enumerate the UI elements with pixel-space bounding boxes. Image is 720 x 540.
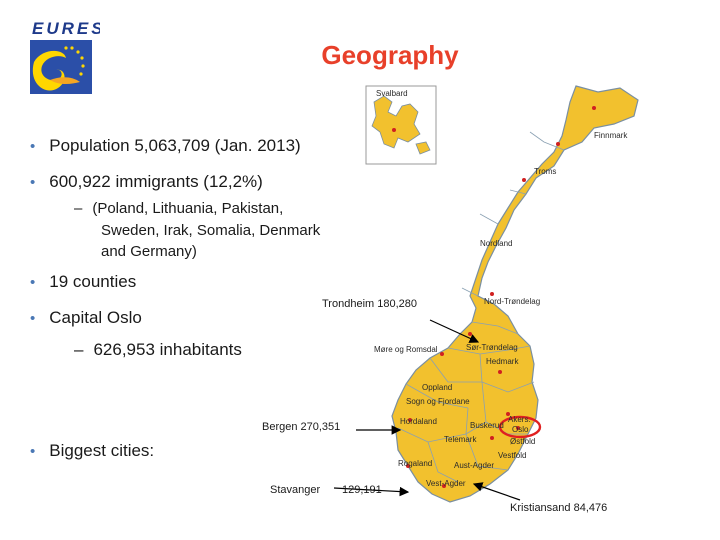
map-label-buskerud: Buskerud [470,421,504,430]
bullet-dot-icon: • [30,174,36,191]
stavanger-label: Stavanger [270,484,321,496]
map-label-aust-agder: Aust-Agder [454,461,495,470]
eures-logo-text: EURES [32,19,100,38]
bullet-population: • Population 5,063,709 (Jan. 2013) [30,136,301,155]
bullet-dot-icon: • [30,443,36,460]
immigrants-detail-3: and Germany) [101,243,197,260]
trondheim-arrow [430,320,478,342]
map-label-more-romsdal: Møre og Romsdal [374,345,438,354]
trondheim-label: Trondheim 180,280 [322,298,417,310]
map-label-finnmark: Finnmark [594,131,628,140]
capital-detail: – 626,953 inhabitants [74,340,242,359]
map-label-oppland: Oppland [422,383,453,392]
map-label-akershus: Akers. [508,415,531,424]
immigrants-detail: – (Poland, Lithuania, Pakistan, [74,200,284,217]
bergen-label: Bergen 270,351 [262,421,341,433]
map-label-hedmark: Hedmark [486,357,519,366]
map-label-nord-trondelag: Nord-Trøndelag [484,297,541,306]
map-label-vestfold: Vestfold [498,451,527,460]
map-label-ostfold: Østfold [510,437,536,446]
stavanger-population: 129,191 [342,484,382,496]
map-label-vest-agder: Vest-Agder [426,479,466,488]
bullet-counties: • 19 counties [30,272,137,291]
bullet-dot-icon: • [30,274,36,291]
bullet-cities: • Biggest cities: [30,441,155,460]
map-label-svalbard: Svalbard [376,89,408,98]
map-label-oslo: Oslo [512,425,529,434]
kristiansand-label: Kristiansand 84,476 [510,502,608,514]
page-title: Geography [321,40,459,70]
kristiansand-arrow [474,484,520,500]
map-label-rogaland: Rogaland [398,459,433,468]
bullet-dot-icon: • [30,310,36,327]
map-label-nordland: Nordland [480,239,513,248]
map-label-telemark: Telemark [444,435,477,444]
map-label-sogn-fjordane: Sogn og Fjordane [406,397,470,406]
immigrants-detail-2: Sweden, Irak, Somalia, Denmark [101,222,321,239]
map-label-troms: Troms [534,167,557,176]
bullet-immigrants: • 600,922 immigrants (12,2%) [30,172,263,191]
map-label-hordaland: Hordaland [400,417,437,426]
bullet-capital: • Capital Oslo [30,308,142,327]
map-label-sor-trondelag: Sør-Trøndelag [466,343,518,352]
bullet-dot-icon: • [30,138,36,155]
